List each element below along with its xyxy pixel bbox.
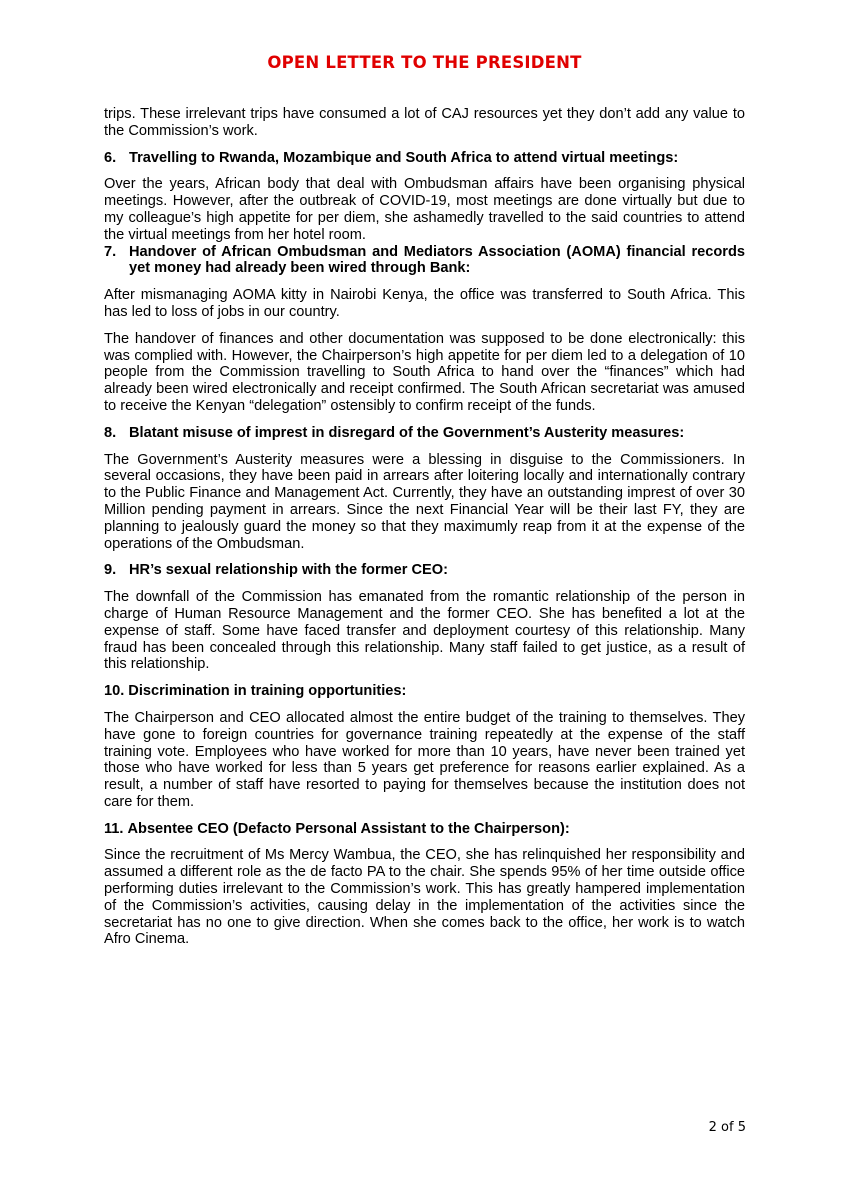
section-heading-11 [104, 821, 745, 838]
page-title: OPEN LETTER TO THE PRESIDENT [267, 53, 582, 72]
section-number: 10. [104, 683, 125, 700]
section-paragraph: The Government’s Austerity measures were a blessing in disguise to the Commissioners. In several occasions, they have been paid in arrears after loitering locally and internationally contrary to the Public Finance and Management Act. Currently, they have an outstanding imprest of over 30 Million pending payment in arrears. Since the next Financial Year will be their last FY, they are planning to jealously guard the money so that they maximumly reap from it at the expense of the operations of the Ombudsman. [104, 451, 745, 552]
page-number: 2 of 5 [708, 1120, 746, 1135]
section-paragraph: The handover of finances and other documentation was supposed to be done electronically: this was complied with. However, the Chairperson’s high appetite for per diem led to a delegation of 10 people from the Commission travelling to South Africa to hand over the “finances” which had already been wired electronically and receipt confirmed. The South African secretariat was amused to receive the Kenyan “delegation” ostensibly to confirm receipt of the funds. [104, 330, 745, 414]
section-heading-9 [104, 562, 745, 579]
section-heading-text: Discrimination in training opportunities: [128, 683, 407, 700]
section-number: 7. [104, 243, 117, 260]
section-heading-8 [104, 425, 745, 442]
section-heading-text: Handover of African Ombudsman and Mediators Association (AOMA) financial records yet money had already been wired through Bank: [129, 243, 745, 277]
section-paragraph: The Chairperson and CEO allocated almost the entire budget of the training to themselves. They have gone to foreign countries for governance training repeatedly at the expense of the staff training vote. Employees who have worked for more than 10 years, have never been trained yet those who have worked for less than 5 years get preference for reasons earlier explained. As a result, a number of staff have resorted to paying for themselves because the institution does not care for them. [104, 709, 745, 810]
section-number: 8. [104, 424, 117, 441]
section-paragraph: The downfall of the Commission has emanated from the romantic relationship of the person in charge of Human Resource Management and the former CEO. She has benefited a lot at the expense of staff. Some have faced transfer and deployment courtesy of this relationship. Many fraud has been concealed through this relationship. Many staff failed to get justice, as a result of this relationship. [104, 589, 745, 673]
section-heading-10 [104, 683, 745, 700]
section-heading-text: HR’s sexual relationship with the former CEO: [129, 562, 448, 579]
section-paragraph: After mismanaging AOMA kitty in Nairobi Kenya, the office was transferred to South Africa. This has led to loss of jobs in our country. [104, 287, 745, 320]
section-heading-text: Absentee CEO (Defacto Personal Assistant to the Chairperson): [127, 820, 570, 837]
section-heading-text: Travelling to Rwanda, Mozambique and South Africa to attend virtual meetings: [129, 149, 679, 166]
section-heading-6 [104, 150, 745, 167]
section-number: 11. [104, 820, 124, 837]
letter-body [104, 106, 745, 958]
section-number: 9. [104, 562, 117, 579]
section-number: 6. [104, 149, 117, 166]
section-heading-text: Blatant misuse of imprest in disregard of the Government’s Austerity measures: [129, 424, 685, 441]
section-paragraph: Since the recruitment of Ms Mercy Wambua, the CEO, she has relinquished her responsibility and assumed a different role as the de facto PA to the chair. She spends 95% of her time outside office performing duties irrelevant to the Commission’s work. This has greatly hampered implementation of the Commission’s activities, causing delay in the implementation of the activities since the secretariat has no one to give direction. When she comes back to the office, her work is to watch Afro Cinema. [104, 847, 745, 948]
section-paragraph: Over the years, African body that deal with Ombudsman affairs have been organising physical meetings. However, after the outbreak of COVID-19, most meetings are done virtually but due to my colleague’s high appetite for per diem, she ashamedly travelled to the said countries to attend the virtual meetings from her hotel room. [104, 176, 745, 243]
section-heading-7 [104, 244, 745, 278]
intro-paragraph: trips. These irrelevant trips have consumed a lot of CAJ resources yet they don’t add any value to the Commission’s work. [104, 106, 745, 139]
